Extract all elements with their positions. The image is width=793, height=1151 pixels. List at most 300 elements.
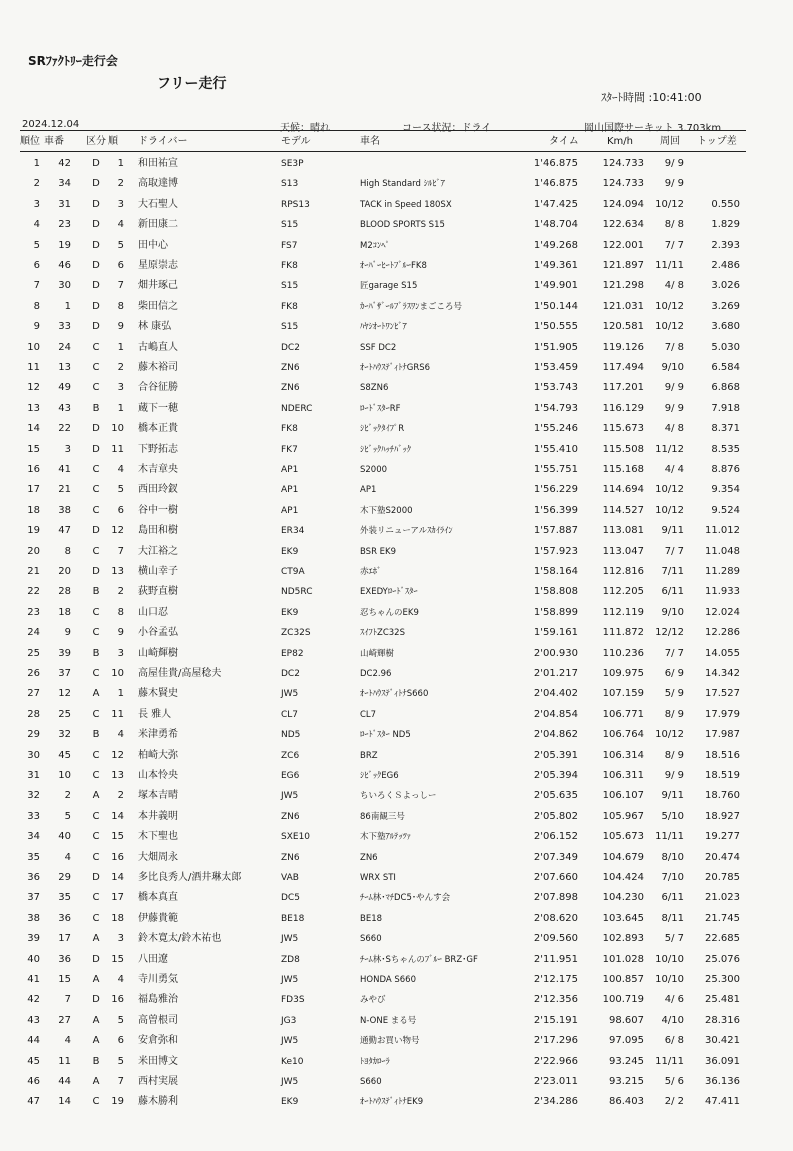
cell-model: VAB	[281, 873, 299, 883]
table-row	[0, 1031, 793, 1051]
cell-driver: 山口忍	[138, 606, 168, 618]
cell-model: NDERC	[281, 403, 313, 414]
cell-driver: 西田玲釵	[138, 484, 178, 496]
cell-ord: 5	[117, 1055, 124, 1067]
cell-driver: 多比良秀人/酒井琳太郎	[138, 872, 242, 883]
cell-time: 1'58.899	[533, 606, 578, 618]
cell-gap: 1.829	[711, 219, 740, 231]
table-row	[0, 909, 793, 929]
cell-speed: 109.975	[602, 668, 644, 679]
cell-time: 1'51.905	[533, 341, 578, 353]
cell-model: S15	[281, 220, 299, 231]
cell-gap: 11.933	[705, 586, 740, 598]
cell-model: DC2	[281, 669, 300, 679]
cell-cls: A	[92, 688, 100, 700]
cell-driver: 荻野直樹	[138, 586, 178, 598]
cell-car: AP1	[360, 485, 377, 496]
cell-gap: 14.055	[705, 647, 740, 659]
table-row	[0, 562, 793, 582]
cell-num: 34	[58, 178, 71, 190]
cell-driver: 八田遼	[138, 953, 168, 965]
cell-car: M2ｺﾝﾍﾟ	[360, 240, 390, 251]
cell-car: ﾊﾔｼｵｰﾄﾜﾝﾋﾞｱ	[360, 322, 407, 333]
cell-car: 通勤お買い物号	[360, 1036, 420, 1047]
cell-ord: 10	[111, 668, 124, 679]
cell-ord: 1	[117, 402, 124, 414]
cell-cls: C	[92, 504, 100, 516]
cell-speed: 98.607	[609, 1014, 644, 1026]
cell-gap: 9.354	[711, 484, 740, 496]
cell-num: 36	[58, 953, 71, 965]
cell-model: EK9	[281, 607, 299, 618]
cell-laps: 10/12	[655, 300, 684, 312]
cell-time: 1'56.399	[533, 504, 578, 516]
cell-laps: 7/ 7	[664, 545, 684, 557]
cell-num: 21	[58, 484, 71, 496]
cell-car: ﾛｰﾄﾞｽﾀｰRF	[360, 403, 401, 414]
table-row	[0, 154, 793, 174]
cell-laps: 8/ 9	[664, 708, 684, 720]
cell-cls: D	[92, 872, 100, 883]
table-row	[0, 888, 793, 908]
cell-speed: 112.119	[602, 606, 644, 618]
cell-pos: 24	[27, 627, 40, 639]
cell-driver: 高屋佳貴/高屋稔夫	[138, 668, 222, 679]
cell-car: BE18	[360, 913, 383, 924]
cell-car: ZN6	[360, 852, 378, 863]
cell-driver: 伊藤貴範	[138, 912, 178, 924]
cell-car: S660	[360, 934, 382, 945]
cell-gap: 19.277	[705, 831, 740, 843]
cell-car: High Standard ｼﾙﾋﾞｱ	[360, 179, 445, 190]
cell-speed: 97.095	[609, 1035, 644, 1047]
col-car: 車名	[360, 136, 380, 147]
cell-time: 1'55.410	[533, 443, 578, 455]
cell-car: 木下塾ｱﾙﾃｯﾂｧ	[360, 832, 412, 843]
cell-pos: 22	[27, 586, 40, 598]
cell-driver: 下野拓志	[138, 443, 178, 455]
cell-speed: 93.215	[609, 1076, 644, 1087]
table-row	[0, 276, 793, 296]
table-row	[0, 174, 793, 194]
cell-pos: 36	[27, 872, 40, 883]
cell-driver: 大石聖人	[138, 198, 178, 210]
cell-speed: 100.719	[602, 994, 644, 1006]
cell-cls: C	[92, 851, 100, 863]
cell-cls: D	[92, 994, 100, 1006]
table-row	[0, 1052, 793, 1072]
cell-num: 17	[58, 933, 71, 945]
cell-laps: 4/ 8	[664, 423, 684, 435]
cell-time: 2'23.011	[533, 1076, 578, 1087]
table-row	[0, 705, 793, 725]
cell-gap: 21.023	[705, 892, 740, 904]
cell-num: 41	[58, 464, 71, 475]
cell-time: 1'48.704	[533, 219, 578, 231]
cell-speed: 110.236	[602, 647, 644, 659]
cell-laps: 10/12	[655, 729, 684, 741]
cell-cls: D	[92, 525, 100, 537]
cell-cls: A	[92, 933, 100, 945]
cell-driver: 本井義明	[138, 810, 178, 822]
cell-car: ﾛｰﾄﾞｽﾀｰ ND5	[360, 730, 411, 741]
cell-gap: 0.550	[711, 198, 740, 210]
cell-speed: 120.581	[602, 321, 644, 333]
cell-cls: D	[92, 239, 100, 251]
cell-model: JG3	[281, 1015, 297, 1026]
col-laps: 周回	[660, 136, 680, 147]
cell-time: 2'05.802	[533, 810, 578, 822]
cell-cls: C	[92, 912, 100, 924]
cell-driver: 寺川勇気	[138, 974, 178, 985]
cell-laps: 9/10	[661, 606, 684, 618]
cell-gap: 25.300	[705, 974, 740, 985]
table-row	[0, 440, 793, 460]
cell-car: ﾄﾖﾀｶﾛｰﾗ	[360, 1056, 390, 1067]
cell-time: 2'12.356	[533, 994, 578, 1006]
cell-cls: B	[92, 402, 100, 414]
cell-ord: 18	[111, 912, 124, 924]
cell-gap: 2.393	[711, 239, 740, 251]
cell-ord: 4	[117, 729, 124, 741]
cell-num: 45	[58, 749, 71, 761]
cell-driver: 木下聖也	[138, 831, 178, 843]
cell-ord: 1	[117, 158, 124, 169]
cell-cls: B	[92, 647, 100, 659]
cell-car: ｶｰﾊﾞｻﾞｰﾙﾌﾞﾗｽﾜﾝまごころ号	[360, 301, 463, 312]
table-row	[0, 1072, 793, 1092]
cell-laps: 5/ 9	[664, 688, 684, 700]
table-row	[0, 236, 793, 256]
cell-driver: 田中心	[138, 239, 168, 251]
cell-driver: 星原崇志	[138, 260, 178, 271]
table-header	[0, 132, 793, 152]
cell-pos: 31	[27, 770, 40, 781]
cell-laps: 10/10	[655, 974, 684, 985]
table-row	[0, 1092, 793, 1112]
cell-laps: 9/10	[661, 362, 684, 373]
cell-laps: 7/ 7	[664, 647, 684, 659]
weather: 天候：晴れ	[280, 123, 330, 134]
table-row	[0, 195, 793, 215]
cell-model: DC5	[281, 893, 300, 904]
cell-model: FK8	[281, 424, 298, 435]
table-row	[0, 419, 793, 439]
cell-car: 山崎輝樹	[360, 648, 395, 659]
cell-laps: 10/12	[655, 198, 684, 210]
cell-time: 1'57.887	[533, 525, 578, 537]
cell-car: 匠garage S15	[360, 281, 418, 292]
cell-num: 4	[64, 851, 71, 863]
cell-model: BE18	[281, 913, 305, 924]
cell-time: 1'58.164	[533, 566, 578, 577]
cell-ord: 14	[111, 872, 124, 883]
cell-car: ｽｲﾌﾄZC32S	[360, 628, 405, 639]
cell-num: 25	[58, 708, 71, 720]
cell-model: RPS13	[281, 199, 310, 210]
cell-driver: 藤木勝利	[138, 1096, 178, 1108]
cell-num: 23	[58, 219, 71, 231]
cell-cls: A	[92, 1035, 100, 1047]
cell-pos: 8	[33, 300, 40, 312]
cell-num: 44	[58, 1076, 71, 1087]
table-row	[0, 623, 793, 643]
cell-ord: 3	[117, 647, 124, 659]
cell-laps: 9/ 9	[664, 402, 684, 414]
cell-num: 29	[58, 872, 71, 883]
cell-num: 30	[58, 280, 71, 292]
cell-cls: C	[92, 341, 100, 353]
cell-car: ｵｰﾄﾊｳｽﾃﾞｨﾄﾅGRS6	[360, 363, 431, 373]
cell-ord: 7	[117, 280, 124, 292]
table-row	[0, 786, 793, 806]
table-row	[0, 215, 793, 235]
cell-time: 1'47.425	[533, 198, 578, 210]
cell-laps: 4/ 4	[664, 464, 684, 475]
cell-speed: 116.129	[602, 402, 644, 414]
cell-cls: D	[92, 280, 100, 292]
cell-car: ﾁｰﾑ林･Sちゃんのﾌﾞﾙｰ BRZ･GF	[360, 954, 478, 965]
cell-ord: 19	[111, 1096, 124, 1108]
cell-car: ｼﾋﾞｯｸﾀｲﾌﾟR	[360, 424, 405, 435]
cell-time: 1'56.229	[533, 484, 578, 496]
cell-laps: 9/ 9	[664, 382, 684, 394]
cell-model: ZC32S	[281, 628, 311, 639]
cell-laps: 12/12	[655, 627, 684, 639]
cell-speed: 113.081	[602, 525, 644, 537]
cell-num: 43	[58, 402, 71, 414]
cell-cls: D	[92, 198, 100, 210]
cell-model: ND5RC	[281, 587, 313, 598]
cell-num: 28	[58, 586, 71, 598]
cell-time: 2'04.862	[533, 729, 578, 741]
cell-ord: 1	[117, 688, 124, 700]
cell-car: S2000	[360, 465, 388, 475]
cell-num: 32	[58, 729, 71, 741]
cell-pos: 25	[27, 647, 40, 659]
cell-laps: 9/11	[661, 790, 684, 802]
cell-ord: 11	[111, 443, 124, 455]
cell-speed: 111.872	[602, 627, 644, 639]
start-time: ｽﾀｰﾄ時間 :10:41:00	[601, 91, 702, 104]
cell-laps: 7/10	[661, 872, 684, 883]
cell-model: FK8	[281, 301, 298, 312]
cell-num: 7	[64, 994, 71, 1006]
cell-time: 2'12.175	[533, 974, 578, 985]
cell-pos: 41	[27, 974, 40, 985]
cell-ord: 16	[111, 994, 124, 1006]
cell-num: 18	[58, 606, 71, 618]
cell-num: 22	[58, 423, 71, 435]
table-row	[0, 970, 793, 990]
cell-model: AP1	[281, 505, 299, 516]
cell-model: S15	[281, 281, 299, 292]
cell-ord: 17	[111, 892, 124, 904]
cell-driver: 谷中一樹	[138, 504, 178, 516]
cell-time: 1'53.459	[533, 362, 578, 373]
cell-model: FK8	[281, 261, 298, 271]
cell-cls: A	[92, 1014, 100, 1026]
cell-gap: 22.685	[705, 933, 740, 945]
cell-speed: 113.047	[602, 545, 644, 557]
cell-ord: 5	[117, 239, 124, 251]
cell-driver: 山本怜央	[138, 770, 178, 781]
cell-pos: 13	[27, 402, 40, 414]
cell-model: ND5	[281, 730, 301, 741]
cell-time: 2'04.854	[533, 708, 578, 720]
cell-num: 2	[64, 790, 71, 802]
cell-num: 11	[58, 1055, 71, 1067]
cell-car: ｼﾋﾞｯｸEG6	[360, 771, 399, 781]
cell-ord: 12	[111, 749, 124, 761]
cell-speed: 86.403	[609, 1096, 644, 1108]
cell-pos: 12	[27, 382, 40, 394]
cell-driver: 長 雅人	[138, 708, 172, 720]
cell-laps: 8/10	[661, 851, 684, 863]
cell-pos: 26	[27, 668, 40, 679]
cell-driver: 藤木裕司	[138, 362, 178, 373]
cell-time: 1'57.923	[533, 545, 578, 557]
cell-speed: 101.028	[602, 953, 644, 965]
cell-driver: 橋本真直	[138, 892, 178, 904]
cell-driver: 鈴木寛太/鈴木祐也	[138, 933, 222, 945]
cell-model: JW5	[281, 791, 299, 802]
cell-car: BLOOD SPORTS S15	[360, 220, 445, 231]
cell-speed: 93.245	[609, 1055, 644, 1067]
cell-pos: 30	[27, 749, 40, 761]
cell-cls: B	[92, 729, 100, 741]
cell-pos: 46	[27, 1076, 40, 1087]
cell-speed: 121.298	[602, 280, 644, 292]
cell-car: 86南観三号	[360, 811, 405, 822]
cell-gap: 11.012	[705, 525, 740, 537]
cell-model: ZN6	[281, 363, 300, 373]
cell-pos: 20	[27, 545, 40, 557]
cell-speed: 122.001	[602, 239, 644, 251]
cell-ord: 14	[111, 810, 124, 822]
cell-car: 木下塾S2000	[360, 505, 413, 516]
cell-speed: 107.159	[602, 688, 644, 700]
cell-cls: D	[92, 423, 100, 435]
cell-gap: 18.516	[705, 749, 740, 761]
cell-gap: 11.048	[705, 545, 740, 557]
cell-speed: 114.527	[602, 504, 644, 516]
cell-speed: 106.314	[602, 749, 644, 761]
cell-gap: 6.584	[711, 362, 740, 373]
cell-laps: 10/12	[655, 321, 684, 333]
cell-cls: D	[92, 260, 100, 271]
cell-laps: 9/ 9	[664, 770, 684, 781]
cell-speed: 124.733	[602, 158, 644, 169]
cell-ord: 9	[117, 321, 124, 333]
cell-driver: 安倉弥和	[138, 1035, 178, 1047]
cell-laps: 2/ 2	[664, 1096, 684, 1108]
cell-pos: 42	[27, 994, 40, 1006]
cell-driver: 山崎輝樹	[138, 647, 178, 659]
cell-pos: 34	[27, 831, 40, 843]
cell-speed: 124.094	[602, 198, 644, 210]
table-row	[0, 582, 793, 602]
cell-model: ZN6	[281, 383, 300, 394]
cell-pos: 19	[27, 525, 40, 537]
cell-laps: 4/10	[661, 1014, 684, 1026]
cell-driver: 木吉章央	[138, 464, 178, 475]
cell-num: 14	[58, 1096, 71, 1108]
cell-cls: C	[92, 831, 100, 843]
table-row	[0, 399, 793, 419]
cell-ord: 13	[111, 770, 124, 781]
cell-gap: 17.979	[705, 708, 740, 720]
cell-car: ｵｰﾊﾞｰﾋｰﾄﾌﾞﾙｰFK8	[360, 261, 427, 271]
cell-gap: 21.745	[705, 912, 740, 924]
cell-num: 5	[64, 810, 71, 822]
cell-laps: 6/ 8	[664, 1035, 684, 1047]
cell-laps: 11/12	[655, 443, 684, 455]
cell-time: 2'00.930	[533, 647, 578, 659]
cell-ord: 6	[117, 260, 124, 271]
cell-pos: 7	[33, 280, 40, 292]
cell-laps: 8/11	[661, 912, 684, 924]
cell-pos: 47	[27, 1096, 40, 1108]
cell-car: BRZ	[360, 750, 378, 761]
cell-time: 2'05.635	[533, 790, 578, 802]
cell-ord: 6	[117, 504, 124, 516]
cell-laps: 6/11	[661, 892, 684, 904]
cell-gap: 12.286	[705, 627, 740, 639]
cell-car: SSF DC2	[360, 342, 397, 353]
cell-car: 外装リニューアルｽｶｲﾗｲﾝ	[360, 526, 453, 537]
cell-driver: 高取達博	[138, 178, 178, 190]
cell-pos: 40	[27, 953, 40, 965]
cell-gap: 25.481	[705, 994, 740, 1006]
cell-car: ｵｰﾄﾊｳｽﾃﾞｨﾄﾅS660	[360, 689, 429, 700]
cell-laps: 9/11	[661, 525, 684, 537]
cell-pos: 1	[33, 158, 40, 169]
cell-gap: 11.289	[705, 566, 740, 577]
cell-time: 1'46.875	[533, 178, 578, 190]
cell-speed: 115.508	[602, 443, 644, 455]
cell-cls: D	[92, 219, 100, 231]
cell-speed: 105.967	[602, 810, 644, 822]
cell-cls: C	[92, 1096, 100, 1108]
table-row	[0, 521, 793, 541]
cell-model: JW5	[281, 975, 299, 985]
cell-time: 1'59.161	[533, 627, 578, 639]
cell-ord: 8	[117, 606, 124, 618]
cell-car: N-ONE まる号	[360, 1015, 417, 1026]
cell-pos: 23	[27, 606, 40, 618]
cell-cls: D	[92, 321, 100, 333]
cell-time: 1'55.751	[533, 464, 578, 475]
cell-driver: 蔵下一穂	[138, 402, 178, 414]
table-row	[0, 807, 793, 827]
cell-cls: B	[92, 586, 100, 598]
cell-laps: 7/ 8	[664, 341, 684, 353]
cell-ord: 6	[117, 1035, 124, 1047]
cell-laps: 7/ 7	[664, 239, 684, 251]
cell-pos: 3	[33, 198, 40, 210]
cell-time: 1'53.743	[533, 382, 578, 394]
cell-speed: 115.673	[602, 423, 644, 435]
cell-speed: 106.764	[602, 729, 644, 741]
cell-ord: 2	[117, 178, 124, 190]
cell-cls: C	[92, 810, 100, 822]
cell-time: 2'08.620	[533, 912, 578, 924]
table-row	[0, 542, 793, 562]
cell-gap: 25.076	[705, 953, 740, 965]
cell-cls: D	[92, 566, 100, 577]
col-gap: トップ差	[697, 136, 737, 147]
